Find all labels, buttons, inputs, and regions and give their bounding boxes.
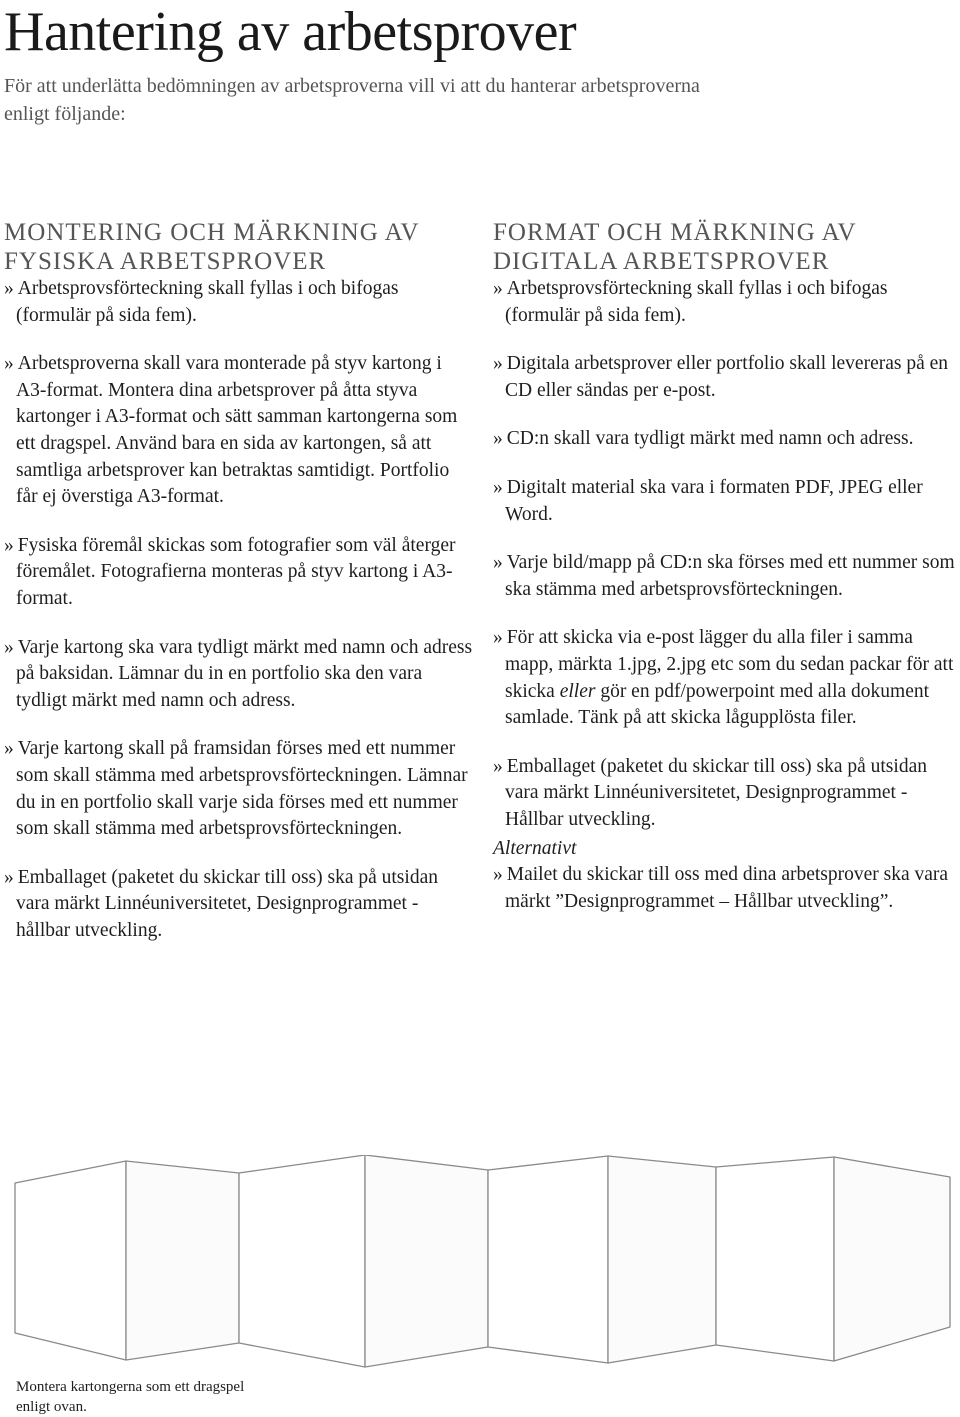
bullet-marker: » [4, 738, 14, 760]
digital-item-5 [493, 550, 960, 603]
accordion-panel [488, 1156, 608, 1363]
physical-heading-line-1: MONTERING OCH MÄRKNING AV [4, 219, 420, 246]
bullet-marker: » [493, 353, 503, 375]
bullet-marker: » [493, 755, 503, 777]
alternative-label: Alternativt [493, 837, 577, 859]
digital-item-text: Digitala arbetsprover eller portfolio skall levereras på en CD eller sändas per e-post. [505, 353, 949, 401]
digital-item-email [493, 625, 960, 731]
physical-item-text: Arbetsproverna skall vara monterade på styv kartong i A3-format. Montera dina arbetsprover på åtta styva kartonger i A3-format och sätt samman kartongerna som ett dragspel. Använd bara en sida av kartongen, så att samtliga arbetsprover kan betraktas samtidigt. Portfolio får ej överstiga A3-format. [16, 353, 458, 508]
physical-item-4 [4, 635, 474, 715]
accordion-fold-illustration [10, 1155, 960, 1375]
digital-item-2 [493, 351, 960, 404]
accordion-panel [834, 1157, 950, 1361]
digital-item-package [493, 754, 960, 834]
physical-item-3 [4, 533, 474, 613]
digital-heading-line-2: DIGITALA ARBETSPROVER [493, 248, 830, 275]
bullet-marker: » [4, 534, 14, 556]
physical-item-5 [4, 736, 474, 842]
bullet-marker: » [493, 278, 503, 299]
physical-samples-section [4, 218, 474, 966]
bullet-marker: » [4, 636, 14, 658]
accordion-panel [716, 1157, 834, 1361]
physical-item-text: Varje kartong skall på framsidan förses med ett nummer som skall stämma med arbetsprovsförteckningen. Lämnar du in en portfolio skall varje sida förses med ett nummer som skall stämma med arbetsprovsförteckningen. [16, 738, 468, 840]
intro-text: För att underlätta bedömningen av arbetsproverna vill vi att du hanterar arbetsproverna enligt följande: [4, 75, 700, 125]
digital-heading-line-1: FORMAT OCH MÄRKNING AV [493, 219, 857, 246]
mail-item-text: Mailet du skickar till oss med dina arbetsprover ska vara märkt ”Designprogrammet – Hållbar utveckling”. [505, 864, 949, 912]
accordion-panel [239, 1155, 365, 1367]
digital-item-text: Varje bild/mapp på CD:n ska förses med ett nummer som ska stämma med arbetsprovsförteckningen. [505, 552, 955, 600]
physical-item-text: Varje kartong ska vara tydligt märkt med namn och adress på baksidan. Lämnar du in en portfolio ska den vara tydligt märkt med namn och adress. [16, 636, 473, 711]
accordion-panel [126, 1161, 239, 1360]
figure-caption: Montera kartongerna som ett dragspel enligt ovan. [16, 1379, 245, 1415]
physical-heading-line-2: FYSISKA ARBETSPROVER [4, 248, 327, 275]
bullet-marker: » [493, 428, 503, 450]
physical-item-text: Emballaget (paketet du skickar till oss) ska på utsidan vara märkt Linnéuniversitetet, Designprogrammet - hållbar utveckling. [16, 866, 438, 941]
digital-item-text: Arbetsprovsförteckning skall fyllas i och bifogas (formulär på sida fem). [505, 278, 888, 326]
physical-item-1 [4, 276, 474, 329]
accordion-panel [608, 1156, 716, 1363]
digital-item-text: Digitalt material ska vara i formaten PDF, JPEG eller Word. [505, 476, 923, 525]
bullet-marker: » [4, 278, 14, 299]
bullet-marker: » [493, 476, 503, 498]
physical-item-2 [4, 351, 474, 511]
physical-item-text: Fysiska föremål skickas som fotografier som väl återger föremålet. Fotografierna monteras på styv kartong i A3-format. [16, 534, 456, 609]
digital-item-4 [493, 475, 960, 528]
digital-item-3 [493, 426, 960, 453]
digital-section-heading [493, 218, 960, 276]
bullet-marker: » [493, 552, 503, 574]
email-item-text-after: gör en pdf/powerpoint med alla dokument samlade. Tänk på att skicka lågupplösta filer. [505, 680, 930, 729]
digital-item-1 [493, 276, 960, 329]
email-item-text-before: För att skicka via e-post lägger du alla filer i samma mapp, märkta 1.jpg, 2.jpg etc som du sedan packar för att skicka [505, 627, 954, 702]
physical-section-heading [4, 218, 474, 276]
accordion-panel [365, 1155, 488, 1367]
page-title: Hantering av arbetsprover [4, 1, 577, 63]
physical-item-text: Arbetsprovsförteckning skall fyllas i och bifogas (formulär på sida fem). [16, 278, 399, 326]
bullet-marker: » [4, 866, 14, 888]
fold-panels [15, 1155, 950, 1367]
digital-item-mail [493, 862, 960, 915]
accordion-panel [15, 1161, 126, 1360]
package-item-text: Emballaget (paketet du skickar till oss) ska på utsidan vara märkt Linnéuniversitetet, Designprogrammet - Hållbar utveckling. [505, 755, 927, 830]
email-item-emphasis: eller [559, 680, 596, 702]
bullet-marker: » [493, 627, 503, 649]
physical-item-6 [4, 865, 474, 945]
bullet-marker: » [493, 864, 503, 886]
digital-samples-section [493, 218, 960, 937]
bullet-marker: » [4, 353, 14, 375]
digital-item-text: CD:n skall vara tydligt märkt med namn och adress. [506, 428, 914, 450]
